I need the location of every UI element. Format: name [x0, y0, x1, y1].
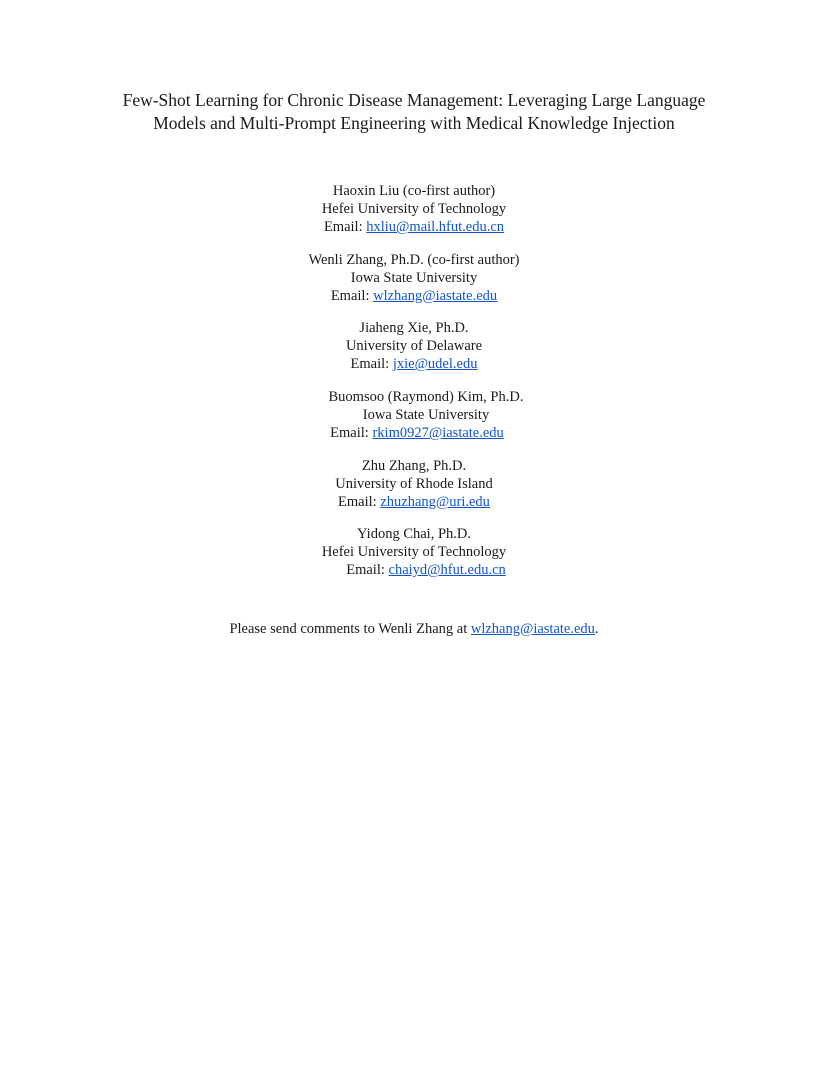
author-block-chai [0, 525, 828, 579]
comments-note [0, 620, 828, 638]
author-affiliation: University of Rhode Island [335, 476, 493, 492]
email-label: Email: [350, 356, 393, 372]
author-email-link[interactable]: zhuzhang@uri.edu [380, 494, 490, 510]
author-email-line [12, 561, 828, 579]
author-block-kim [0, 388, 828, 442]
author-name: Wenli Zhang, Ph.D. (co-first author) [308, 252, 520, 268]
email-label: Email: [330, 425, 373, 441]
author-email-line [0, 287, 828, 305]
comments-text: Please send comments to Wenli Zhang at [229, 621, 471, 637]
comments-email-link[interactable]: wlzhang@iastate.edu [470, 621, 595, 637]
author-affiliation: Hefei University of Technology [321, 201, 507, 217]
author-block-zhang-zhu [0, 457, 828, 511]
email-label: Email: [323, 219, 367, 235]
author-name: Zhu Zhang, Ph.D. [361, 458, 467, 474]
author-email-link[interactable]: chaiyd@hfut.edu.cn [388, 562, 506, 578]
email-label: Email: [346, 562, 389, 578]
comments-suffix: . [594, 621, 599, 637]
author-block-zhang-wenli [0, 251, 828, 305]
author-email-line [0, 355, 828, 373]
paper-title-line-2: Models and Multi-Prompt Engineering with Medical Knowledge Injection [153, 113, 675, 133]
paper-title [60, 89, 768, 135]
author-email-link[interactable]: wlzhang@iastate.edu [373, 288, 498, 304]
author-affiliation: Iowa State University [362, 407, 490, 423]
author-email-line [3, 424, 828, 442]
author-name: Yidong Chai, Ph.D. [357, 526, 471, 542]
author-email-line [0, 493, 828, 511]
paper-title-line-1: Few-Shot Learning for Chronic Disease Management: Leveraging Large Language [122, 90, 706, 110]
email-label: Email: [338, 494, 381, 510]
author-email-link[interactable]: rkim0927@iastate.edu [372, 425, 504, 441]
author-name: Jiaheng Xie, Ph.D. [359, 320, 469, 336]
author-affiliation: Iowa State University [350, 270, 478, 286]
email-label: Email: [330, 288, 374, 304]
author-affiliation: University of Delaware [345, 338, 483, 354]
author-email-line [0, 218, 828, 236]
author-name: Buomsoo (Raymond) Kim, Ph.D. [328, 389, 524, 405]
author-email-link[interactable]: hxliu@mail.hfut.edu.cn [366, 219, 505, 235]
author-email-link[interactable]: jxie@udel.edu [392, 356, 478, 372]
author-name: Haoxin Liu (co-first author) [332, 183, 496, 199]
author-block-liu [0, 182, 828, 236]
author-block-xie [0, 319, 828, 373]
author-affiliation: Hefei University of Technology [321, 544, 507, 560]
